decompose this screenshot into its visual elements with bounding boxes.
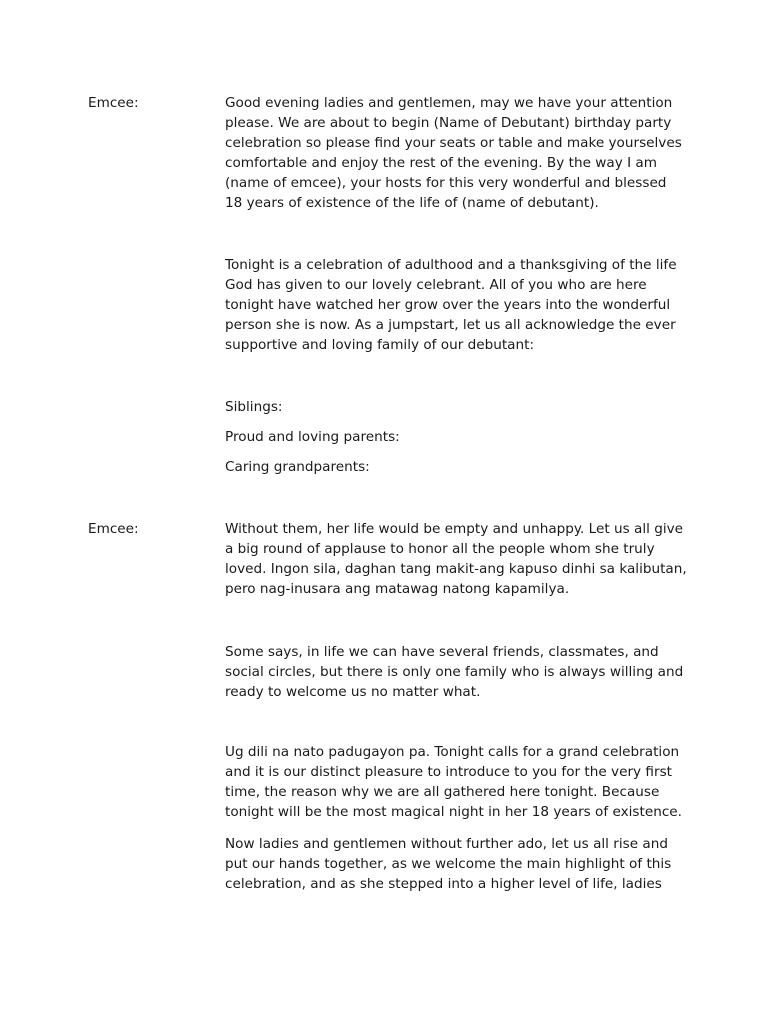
text-line: Good evening ladies and gentlemen, may we have your attention (225, 95, 673, 111)
text-line: pero nag-inusara ang matawag natong kapamilya. (225, 581, 570, 597)
text-line: please. We are about to begin (Name of Debutant) birthday party (225, 115, 672, 131)
paragraph-highlight (225, 834, 715, 894)
paragraph-applause (225, 519, 715, 599)
text-line: comfortable and enjoy the rest of the evening. By the way I am (225, 155, 657, 171)
text-line: God has given to our lovely celebrant. All of you who are here (225, 277, 647, 293)
speaker-label-emcee-1: Emcee: (88, 95, 139, 111)
text-line: celebration, and as she stepped into a higher level of life, ladies (225, 876, 662, 892)
text-line: a big round of applause to honor all the people whom she truly (225, 541, 655, 557)
paragraph-celebration (225, 255, 715, 355)
text-line: Ug dili na nato padugayon pa. Tonight calls for a grand celebration (225, 744, 680, 760)
text-line: ready to welcome us no matter what. (225, 684, 481, 700)
text-line: time, the reason why we are all gathered here tonight. Because (225, 784, 660, 800)
family-parents: Proud and loving parents: (225, 429, 400, 445)
paragraph-welcome (225, 93, 715, 213)
text-line: Without them, her life would be empty and unhappy. Let us all give (225, 521, 684, 537)
text-line: put our hands together, as we welcome the main highlight of this (225, 856, 672, 872)
text-line: and it is our distinct pleasure to introduce to you for the very first (225, 764, 672, 780)
text-line: social circles, but there is only one family who is always willing and (225, 664, 684, 680)
text-line: celebration so please find your seats or table and make yourselves (225, 135, 682, 151)
text-line: Tonight is a celebration of adulthood and a thanksgiving of the life (225, 257, 677, 273)
text-line: Some says, in life we can have several friends, classmates, and (225, 644, 659, 660)
text-line: tonight will be the most magical night in her 18 years of existence. (225, 804, 682, 820)
family-siblings: Siblings: (225, 399, 283, 415)
text-line: (name of emcee), your hosts for this very wonderful and blessed (225, 175, 667, 191)
text-line: Now ladies and gentlemen without further ado, let us all rise and (225, 836, 668, 852)
text-line: person she is now. As a jumpstart, let us all acknowledge the ever (225, 317, 676, 333)
text-line: supportive and loving family of our debutant: (225, 337, 535, 353)
paragraph-family (225, 642, 715, 702)
text-line: loved. Ingon sila, daghan tang makit-ang kapuso dinhi sa kalibutan, (225, 561, 687, 577)
speaker-label-emcee-2: Emcee: (88, 521, 139, 537)
text-line: tonight have watched her grow over the years into the wonderful (225, 297, 671, 313)
family-grandparents: Caring grandparents: (225, 459, 370, 475)
paragraph-introduction (225, 742, 715, 822)
text-line: 18 years of existence of the life of (name of debutant). (225, 195, 599, 211)
